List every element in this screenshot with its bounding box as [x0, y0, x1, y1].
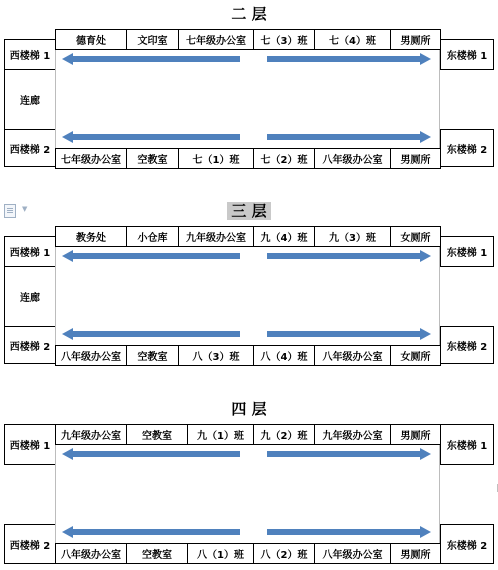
room-bottom: 男厕所 [390, 543, 441, 564]
right-arrow [267, 250, 431, 262]
right-arrow [267, 526, 431, 538]
room-bottom: 八年级办公室 [55, 543, 127, 564]
room-top: 空教室 [126, 424, 188, 445]
east-stair-1: 东楼梯 1 [440, 236, 494, 267]
east-stair-1: 东楼梯 1 [440, 424, 494, 465]
right-arrow [267, 448, 431, 460]
west-stair-1: 西楼梯 1 [4, 236, 56, 267]
room-bottom: 八年级办公室 [314, 148, 391, 169]
floor-title: 四 层 [231, 400, 267, 418]
room-bottom: 男厕所 [390, 148, 441, 169]
room-bottom: 八（1）班 [187, 543, 254, 564]
room-top: 小仓库 [126, 226, 179, 247]
room-top: 七（4）班 [314, 29, 391, 50]
room-top: 九年级办公室 [55, 424, 127, 445]
east-stair-2: 东楼梯 2 [440, 524, 494, 564]
west-stair-1: 西楼梯 1 [4, 424, 56, 465]
room-top: 德育处 [55, 29, 127, 50]
room-bottom: 空教室 [126, 345, 179, 366]
room-bottom: 空教室 [126, 148, 179, 169]
west-stair-2: 西楼梯 2 [4, 129, 56, 167]
room-bottom: 七年级办公室 [55, 148, 127, 169]
room-top: 男厕所 [390, 424, 441, 445]
room-bottom: 八（3）班 [178, 345, 254, 366]
room-top: 九（1）班 [187, 424, 254, 445]
right-arrow [267, 53, 431, 65]
left-arrow [62, 250, 240, 262]
room-bottom: 女厕所 [390, 345, 441, 366]
left-arrow [62, 448, 240, 460]
room-top: 男厕所 [390, 29, 441, 50]
room-top: 九（4）班 [253, 226, 315, 247]
room-bottom: 八年级办公室 [314, 543, 391, 564]
east-stair-1: 东楼梯 1 [440, 39, 494, 70]
room-bottom: 八（2）班 [253, 543, 315, 564]
room-bottom: 八年级办公室 [55, 345, 127, 366]
chevron-down-icon[interactable]: ▼ [22, 205, 28, 213]
room-bottom: 七（1）班 [178, 148, 254, 169]
room-bottom: 空教室 [126, 543, 188, 564]
right-arrow [267, 131, 431, 143]
room-top: 女厕所 [390, 226, 441, 247]
room-top: 九年级办公室 [178, 226, 254, 247]
west-stair-2: 西楼梯 2 [4, 524, 56, 564]
room-top: 九年级办公室 [314, 424, 391, 445]
right-arrow [267, 328, 431, 340]
room-top: 文印室 [126, 29, 179, 50]
floor-title: 二 层 [231, 5, 267, 23]
floor-title: 三 层 [0, 201, 498, 221]
left-arrow [62, 53, 240, 65]
left-arrow [62, 328, 240, 340]
room-top: 九（3）班 [314, 226, 391, 247]
room-top: 九（2）班 [253, 424, 315, 445]
room-bottom: 八（4）班 [253, 345, 315, 366]
east-stair-2: 东楼梯 2 [440, 326, 494, 364]
left-arrow [62, 131, 240, 143]
west-stair-2: 西楼梯 2 [4, 326, 56, 364]
corridor: 连廊 [4, 266, 56, 327]
corridor: 连廊 [4, 69, 56, 130]
west-stair-1: 西楼梯 1 [4, 39, 56, 70]
room-bottom: 七（2）班 [253, 148, 315, 169]
room-top: 七年级办公室 [178, 29, 254, 50]
left-arrow [62, 526, 240, 538]
room-top: 教务处 [55, 226, 127, 247]
room-bottom: 八年级办公室 [314, 345, 391, 366]
east-stair-2: 东楼梯 2 [440, 129, 494, 167]
room-top: 七（3）班 [253, 29, 315, 50]
